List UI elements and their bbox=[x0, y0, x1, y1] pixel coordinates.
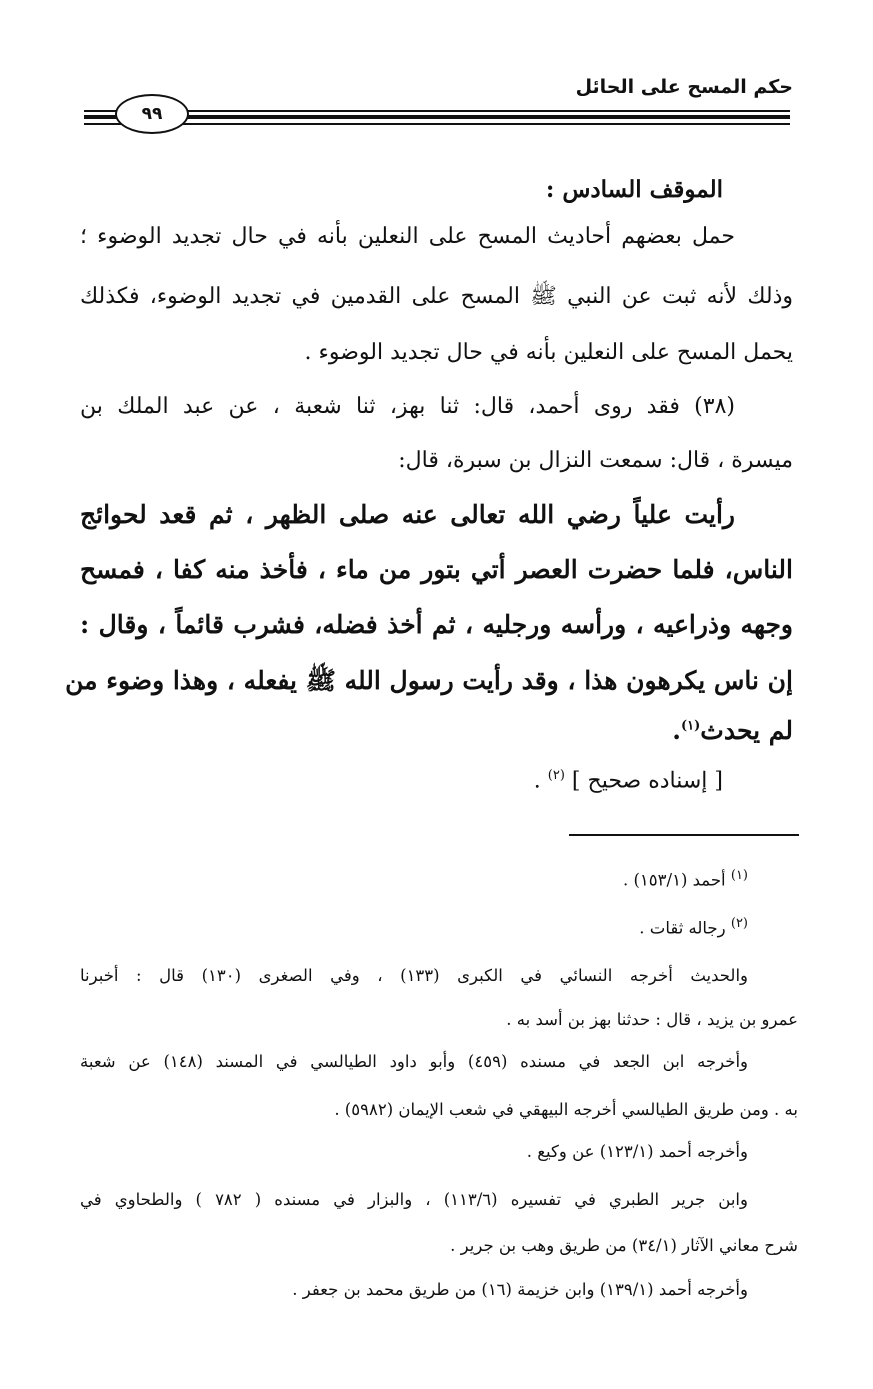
footnote-paragraph-line: والحديث أخرجه النسائي في الكبرى (١٣٣) ، وفي الصغرى (١٣٠) قال : أخبرنا bbox=[80, 966, 749, 985]
running-title: حكم المسح على الحائل bbox=[575, 76, 793, 98]
isnad-grading bbox=[534, 768, 723, 793]
grading-end: . bbox=[533, 768, 541, 794]
hadith-last-line bbox=[672, 716, 793, 745]
intro-line: يحمل المسح على النعلين بأنه في حال تجديد الوضوء . bbox=[304, 340, 793, 365]
footnote-marker: (٢) bbox=[730, 916, 748, 931]
footnote-paragraph-line: وابن جرير الطبري في تفسيره (١١٣/٦) ، والبزار في مسنده ( ٧٨٢ ) والطحاوي في bbox=[80, 1190, 748, 1209]
grading-text: [ إسناده صحيح ] bbox=[571, 768, 723, 794]
footnote-text: رجاله ثقات . bbox=[639, 918, 726, 938]
footnote-paragraph-line: وأخرجه أحمد (١٢٣/١) عن وكيع . bbox=[526, 1142, 748, 1161]
footnote-separator bbox=[569, 834, 799, 836]
hadith-line: رأيت علياً رضي الله تعالى عنه صلى الظهر ، ثم قعد لحوائج bbox=[80, 500, 735, 529]
footnote-marker: (١) bbox=[730, 868, 748, 883]
footnote-ref: (١) bbox=[680, 718, 701, 734]
isnad-line: (٣٨) فقد روى أحمد، قال: ثنا بهز، ثنا شعبة ، عن عبد الملك بن bbox=[80, 394, 735, 419]
hadith-end: . bbox=[672, 716, 681, 745]
page-number bbox=[115, 94, 189, 134]
hadith-line: وجهه وذراعيه ، ورأسه ورجليه ، ثم أخذ فضله، فشرب قائماً ، وقال : bbox=[80, 610, 793, 639]
footnote-paragraph-line: وأخرجه أحمد (١٣٩/١) وابن خزيمة (١٦) من طريق محمد بن جعفر . bbox=[292, 1280, 748, 1299]
intro-line: وذلك لأنه ثبت عن النبي ﷺ المسح على القدمين في تجديد الوضوء، فكذلك bbox=[80, 284, 793, 309]
footnote-1 bbox=[623, 868, 748, 890]
header-rule bbox=[84, 110, 790, 112]
section-heading: الموقف السادس : bbox=[545, 176, 723, 203]
hadith-line: الناس، فلما حضرت العصر أتي بتور من ماء ، فأخذ منه كفا ، فمسح bbox=[80, 555, 793, 584]
hadith-line: لم يحدث bbox=[700, 716, 793, 745]
footnote-ref: (٢) bbox=[547, 768, 565, 783]
footnote-paragraph-line: شرح معاني الآثار (٣٤/١) من طريق وهب بن جرير . bbox=[450, 1236, 798, 1255]
header-rule bbox=[84, 115, 790, 119]
footnote-paragraph-line: عمرو بن يزيد ، قال : حدثنا بهز بن أسد به . bbox=[506, 1010, 798, 1029]
isnad-line: ميسرة ، قال: سمعت النزال بن سبرة، قال: bbox=[398, 448, 793, 473]
footnote-paragraph-line: به . ومن طريق الطيالسي أخرجه البيهقي في شعب الإيمان (٥٩٨٢) . bbox=[334, 1100, 798, 1119]
footnote-text: أحمد (١٥٣/١) . bbox=[622, 870, 726, 890]
page-number-text: ٩٩ bbox=[141, 104, 163, 124]
hadith-line: إن ناس يكرهون هذا ، وقد رأيت رسول الله ﷺ يفعله ، وهذا وضوء من bbox=[65, 666, 793, 695]
intro-line: حمل بعضهم أحاديث المسح على النعلين بأنه في حال تجديد الوضوء ؛ bbox=[80, 224, 735, 249]
header-rule bbox=[84, 123, 790, 125]
footnote-2 bbox=[639, 916, 748, 938]
footnote-paragraph-line: وأخرجه ابن الجعد في مسنده (٤٥٩) وأبو داود الطيالسي في المسند (١٤٨) عن شعبة bbox=[80, 1052, 748, 1071]
